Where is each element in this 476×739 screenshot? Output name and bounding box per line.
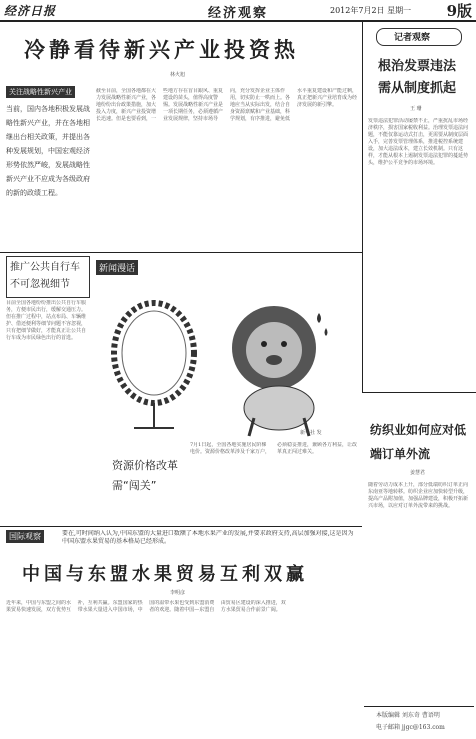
bottom-article-body: 近年来，中国与东盟之间的水果贸易快速发展，双方优势互补，互利共赢。东盟国家的热带水果大量进入中国市场，中国的温带水果也受到东盟消费者的欢迎。随着中国—东盟自由贸易区建设的深入推进，双方水果贸易合作前景广阔。 [6,600,286,613]
bottom-article-intro: 要在,可时间纳入认为,中国东盟的大量进口数额了本地水果产业的发展,并要求政府支持,高层加强对接,这是因为中国东盟水果贸易的基本格局已经形成。 [62,530,354,545]
cartoon-text: 7月1日起，全国各地实施居民阶梯电价。资源价格改革涉及千家万户，必须稳妥推进，兼顾各方利益，让改革真正闯过难关。 [190,442,358,455]
footer-rule [364,706,474,707]
section-divider-1 [0,252,362,253]
bottom-section-tag: 国际观察 [6,530,44,543]
textile-article-author: 姜慧君 [410,470,426,476]
page-number: 9版 [446,2,472,20]
bottom-article-author: 李明彦 [170,590,186,596]
side-column-label: 记者观察 [394,33,431,43]
masthead [0,0,476,22]
side-divider-2 [362,392,476,393]
cartoon-illustration [94,278,356,438]
cartoon-section-tag: 新闻漫话 [96,260,138,275]
side-column-author: 王 珊 [410,106,422,112]
textile-article-title: 纺织业如何应对低端订单外流 [370,423,467,461]
main-article-lead: 当前，国内各地积极发展战略性新兴产业，并在各地相继出台相关政策，并提出各种发展规划，中国宏观经济形势依然严峻，发展战略性新兴产业不应成为各级政府的新的政绩工程。 [6,105,90,197]
side-column-body: 发票违法犯罪活动屡禁不止，严重扰乱市场经济秩序，损害国家税收利益。治理发票违法问题，不能仅靠运动式打击，更需要从制度层面入手，完善发票管理体系，推进税控系统建设，加大违法成本，建立长效机制。只有这样，才能从根本上遏制发票违法犯罪的蔓延势头，维护公平竞争的市场环境。 [368,118,469,166]
bike-article-body: 目前全国各地纷纷推出公共自行车服务，方便市民出行，缓解交通压力。但在推广过程中，站点布局、车辆维护、借还便利等细节问题不容忽视，只有把细节做好，才能真正让公共自行车成为市民绿色出行的首选。 [6,300,87,341]
footer-email: 电子邮箱 jjgc@163.com [376,724,445,731]
issue-date: 2012年7月2日 星期一 [330,6,412,15]
bottom-article-title: 中国与东盟水果贸易互利双赢 [22,564,308,585]
newspaper-logo: 经济日报 [4,4,57,18]
main-article-byline: 林火旭 [170,72,186,78]
section-divider-2 [0,526,362,527]
section-title: 经济观察 [208,6,269,21]
cartoon-caption: 资源价格改革需“闯关” [112,459,178,492]
cartoon-credit: 新华社 发 [300,430,322,436]
main-article-body: 截至目前，全国各地都在大力发展战略性新兴产业，各地纷纷出台政策措施，加大投入力度，新兴产业投资增长迅速。但是也要看到，一些地方存在盲目跟风、重复建设的苗头，值得高度警惕。发展战略性新兴产业是一项长期任务，必须遵循产业发展规律，坚持市场导向，充分发挥企业主体作用，切实防止一哄而上。各地应当从实际出发，结合自身资源禀赋和产业基础，科学规划，有序推进，避免低水平重复建设和产能过剩，真正把新兴产业培育成为经济发展的新引擎。 [96,88,358,122]
side-divider [362,22,363,392]
main-article-title: 冷静看待新兴产业投资热 [24,38,299,62]
bike-article-title: 推广公共自行车不可忽视细节 [10,262,80,290]
textile-article-body: 随着劳动力成本上升，部分低端纺织订单正向东南亚等地转移。纺织企业应加快转型升级，提高产品附加值，加强品牌建设，积极开拓新兴市场，以应对订单外流带来的挑战。 [368,482,469,509]
footer-editors: 本版编辑 刘东奇 曹语明 [376,712,440,719]
column-tag: 关注战略性新兴产业 [6,86,75,98]
side-column-title: 根治发票违法需从制度抓起 [378,59,457,96]
